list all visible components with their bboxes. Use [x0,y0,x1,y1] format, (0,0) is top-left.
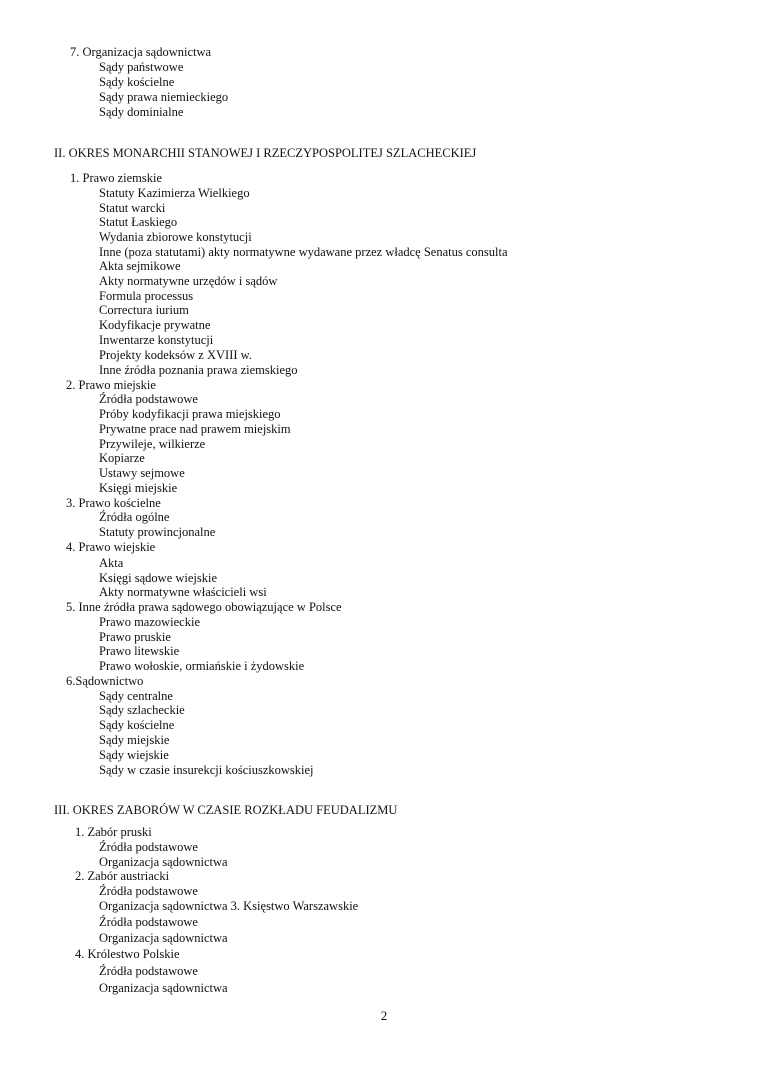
outline-item: Akta sejmikowe [99,259,181,273]
outline-item: Ustawy sejmowe [99,466,185,480]
section-title: II. OKRES MONARCHII STANOWEJ I RZECZYPOSPOLITEJ SZLACHECKIEJ [54,146,477,160]
outline-heading: 2. Zabór austriacki [75,869,170,883]
outline-item: Akta [99,556,124,570]
outline-item: Sądy państwowe [99,60,184,74]
outline-item: Akty normatywne właścicieli wsi [99,585,267,599]
outline-item: Akty normatywne urzędów i sądów [99,274,278,288]
outline-item: Prawo wołoskie, ormiańskie i żydowskie [99,659,305,673]
outline-item: Wydania zbiorowe konstytucji [99,230,252,244]
outline-item: Źródła podstawowe [99,915,198,929]
outline-item: Sądy w czasie insurekcji kościuszkowskiej [99,763,314,777]
outline-item: Inwentarze konstytucji [99,333,214,347]
outline-item: Statut Łaskiego [99,215,178,229]
outline-item: Źródła ogólne [99,510,170,524]
outline-heading: 6.Sądownictwo [66,674,144,688]
outline-heading: 3. Prawo kościelne [66,496,161,510]
outline-item: Sądy kościelne [99,75,175,89]
outline-item: Projekty kodeksów z XVIII w. [99,348,252,362]
outline-item: Sądy miejskie [99,733,170,747]
outline-item: Sądy kościelne [99,718,175,732]
outline-item: Prawo litewskie [99,644,180,658]
outline-item: Organizacja sądownictwa [99,931,228,945]
outline-heading: 2. Prawo miejskie [66,378,156,392]
outline-item: Księgi sądowe wiejskie [99,571,218,585]
outline-item: Organizacja sądownictwa [99,855,228,869]
outline-item: Kodyfikacje prywatne [99,318,211,332]
outline-item: Correctura iurium [99,303,189,317]
outline-item: Próby kodyfikacji prawa miejskiego [99,407,281,421]
outline-heading: 1. Zabór pruski [75,825,152,839]
outline-item: Źródła podstawowe [99,392,198,406]
outline-heading: 1. Prawo ziemskie [70,171,162,185]
outline-item: Sądy szlacheckie [99,703,185,717]
outline-item: Organizacja sądownictwa 3. Księstwo Warszawskie [99,899,359,913]
outline-item: Sądy wiejskie [99,748,169,762]
outline-item: Formula processus [99,289,194,303]
outline-item: Źródła podstawowe [99,840,198,854]
page-number: 2 [380,1008,388,1023]
outline-item: Statut warcki [99,201,166,215]
outline-item: Źródła podstawowe [99,964,198,978]
outline-item: Inne (poza statutami) akty normatywne wydawane przez władcę Senatus consulta [99,245,508,259]
outline-item: Statuty prowincjonalne [99,525,216,539]
outline-item: Organizacja sądownictwa [99,981,228,995]
outline-heading: 7. Organizacja sądownictwa [70,45,212,59]
outline-item: Kopiarze [99,451,145,465]
outline-item: Prywatne prace nad prawem miejskim [99,422,291,436]
outline-item: Sądy centralne [99,689,173,703]
outline-item: Prawo pruskie [99,630,171,644]
outline-heading: 4. Prawo wiejskie [66,540,156,554]
outline-heading: 4. Królestwo Polskie [75,947,180,961]
outline-item: Statuty Kazimierza Wielkiego [99,186,250,200]
outline-item: Źródła podstawowe [99,884,198,898]
outline-item: Księgi miejskie [99,481,178,495]
outline-item: Inne źródła poznania prawa ziemskiego [99,363,298,377]
outline-item: Prawo mazowieckie [99,615,201,629]
outline-item: Sądy dominialne [99,105,184,119]
outline-heading: 5. Inne źródła prawa sądowego obowiązujące w Polsce [66,600,342,614]
outline-item: Sądy prawa niemieckiego [99,90,229,104]
outline-item: Przywileje, wilkierze [99,437,206,451]
section-title: III. OKRES ZABORÓW W CZASIE ROZKŁADU FEUDALIZMU [54,803,398,817]
